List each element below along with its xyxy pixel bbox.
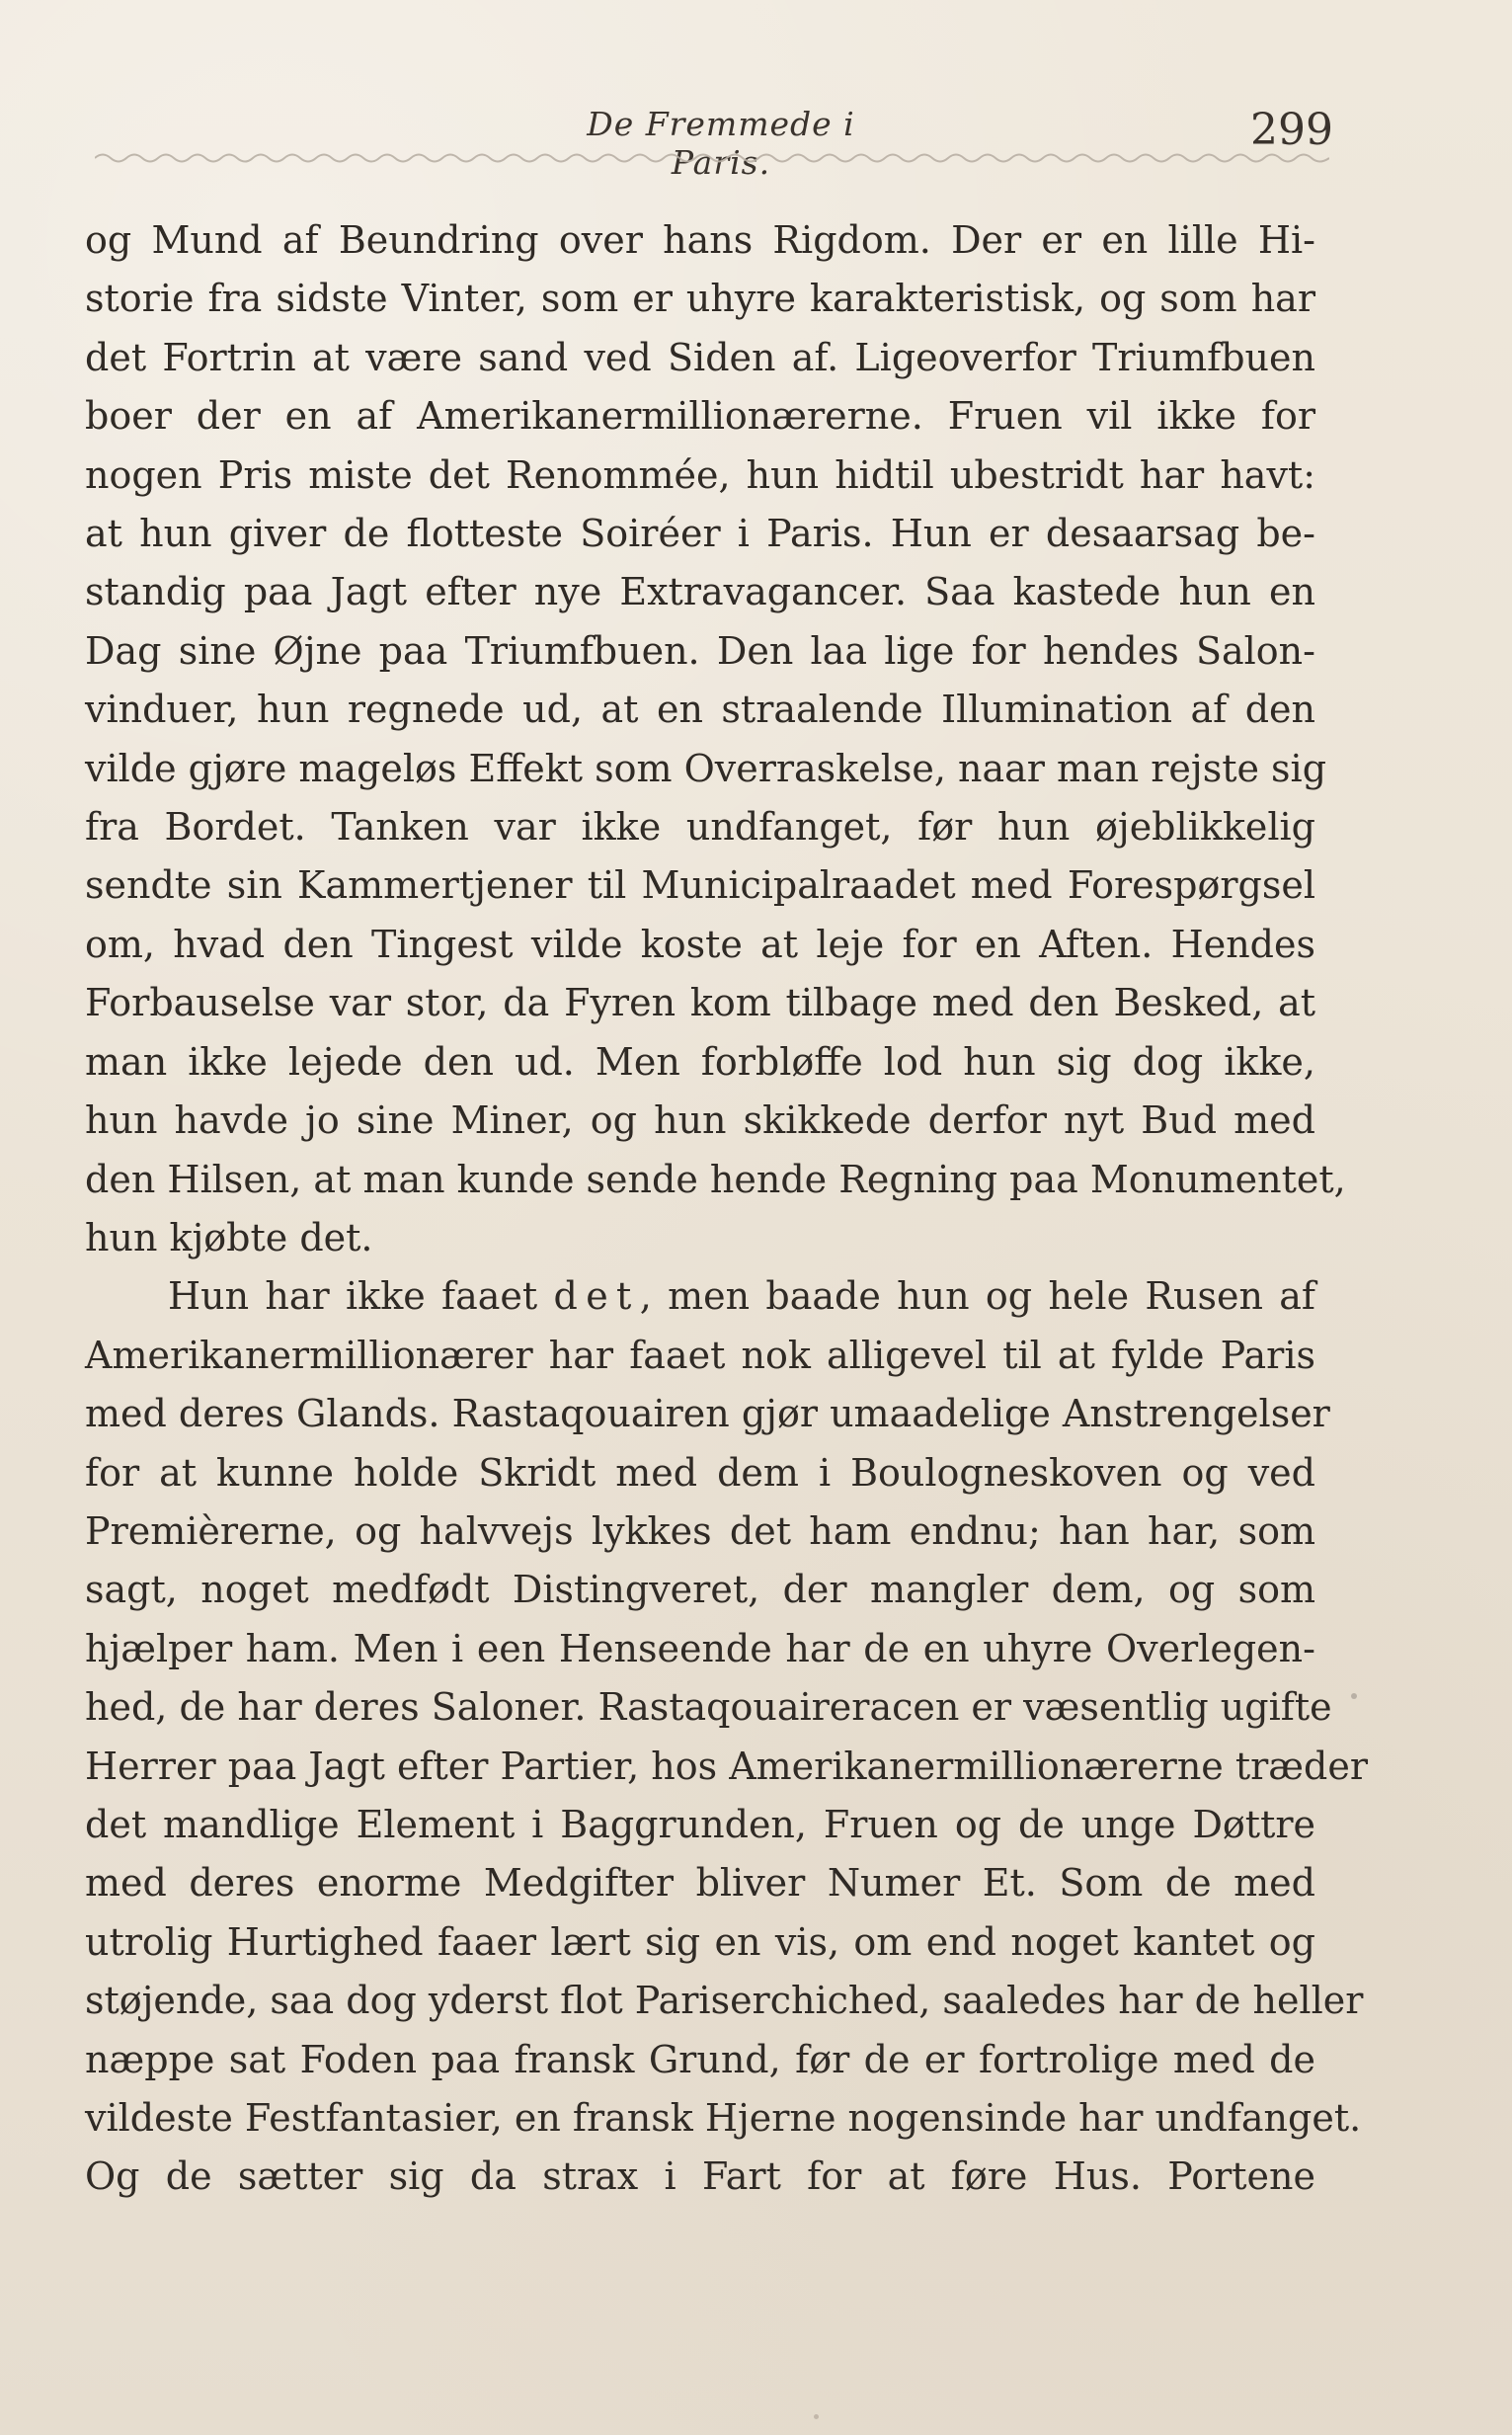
running-title: De Fremmede i Paris. (587, 105, 855, 182)
text-line: støjende, saa dog yderst flot Pariserchiched, saaledes har de heller (85, 1979, 1364, 2023)
body-text (85, 211, 1368, 2207)
text-line: vilde gjøre mageløs Effekt som Overraskelse, naar man rejste sig (85, 746, 1327, 790)
text-line: fra Bordet. Tanken var ikke undfanget, før hun øjeblikkelig (85, 805, 1315, 850)
text-line: med deres enorme Medgifter bliver Numer Et. Som de med (85, 1861, 1315, 1906)
text-line: utrolig Hurtighed faaer lært sig en vis, om end noget kantet og (85, 1919, 1315, 1964)
text-line: storie fra sidste Vinter, som er uhyre karakteristisk, og som har (85, 277, 1315, 321)
text-line: Amerikanermillionærer har faaet nok alligevel til at fylde Paris (85, 1333, 1315, 1377)
text-line: og Mund af Beundring over hans Rigdom. Der er en lille Hi- (85, 218, 1315, 262)
margin-speck (1351, 1693, 1357, 1699)
text-line: Dag sine Øjne paa Triumfbuen. Den laa lige for hendes Salon- (85, 628, 1315, 673)
text-line: vildeste Festfantasier, en fransk Hjerne nogensinde har undfanget. (85, 2096, 1362, 2140)
text-line: standig paa Jagt efter nye Extravagancer. Saa kastede hun en (85, 570, 1315, 614)
text-line: med deres Glands. Rastaqouairen gjør umaadelige Anstrengelser (85, 1392, 1330, 1436)
text-line: man ikke lejede den ud. Men forbløffe lod hun sig dog ikke, (85, 1039, 1315, 1084)
text-line: boer der en af Amerikanermillionærerne. Fruen vil ikke for (85, 394, 1315, 439)
margin-speck (814, 2414, 819, 2419)
running-head (0, 95, 1512, 182)
text-line: hun havde jo sine Miner, og hun skikkede derfor nyt Bud med (85, 1098, 1315, 1143)
letterspaced-emphasis: det (553, 1274, 640, 1319)
paragraph-end-line: hun kjøbte det. (85, 1215, 373, 1259)
text-line: Og de sætter sig da strax i Fart for at føre Hus. Portene (85, 2154, 1315, 2199)
text-line: det Fortrin at være sand ved Siden af. Ligeoverfor Triumfbuen (85, 335, 1315, 379)
text-line: for at kunne holde Skridt med dem i Boulogneskoven og ved (85, 1450, 1315, 1495)
text-fragment: , men baade hun og hele Rusen af (639, 1274, 1315, 1319)
text-line: næppe sat Foden paa fransk Grund, før de er fortrolige med de (85, 2037, 1315, 2081)
text-line: sendte sin Kammertjener til Municipalraadet med Forespørgsel (85, 863, 1315, 908)
text-line: den Hilsen, at man kunde sende hende Regning paa Monumentet, (85, 1157, 1346, 1201)
text-line: hed, de har deres Saloner. Rastaqouaireracen er væsentlig ugifte (85, 1685, 1332, 1730)
paragraph-start-line (85, 1267, 1315, 1326)
text-line: nogen Pris miste det Renommée, hun hidtil ubestridt har havt: (85, 452, 1315, 497)
text-line: det mandlige Element i Baggrunden, Fruen og de unge Døttre (85, 1802, 1315, 1846)
page-number: 299 (1250, 105, 1333, 155)
text-line: sagt, noget medfødt Distingveret, der mangler dem, og som (85, 1568, 1315, 1612)
text-line: om, hvad den Tingest vilde koste at leje for en Aften. Hendes (85, 922, 1315, 966)
text-line: vinduer, hun regnede ud, at en straalende Illumination af den (85, 688, 1315, 732)
header-ornament-rule (95, 150, 1329, 166)
text-line: Forbauselse var stor, da Fyren kom tilbage med den Besked, at (85, 981, 1315, 1025)
text-line: at hun giver de flotteste Soiréer i Paris. Hun er desaarsag be- (85, 512, 1315, 556)
text-line: Herrer paa Jagt efter Partier, hos Amerikanermillionærerne træder (85, 1744, 1368, 1788)
text-line: Premièrerne, og halvvejs lykkes det ham endnu; han har, som (85, 1508, 1315, 1553)
text-fragment: Hun har ikke faaet (168, 1274, 538, 1319)
text-line: hjælper ham. Men i een Henseende har de en uhyre Overlegen- (85, 1626, 1315, 1670)
